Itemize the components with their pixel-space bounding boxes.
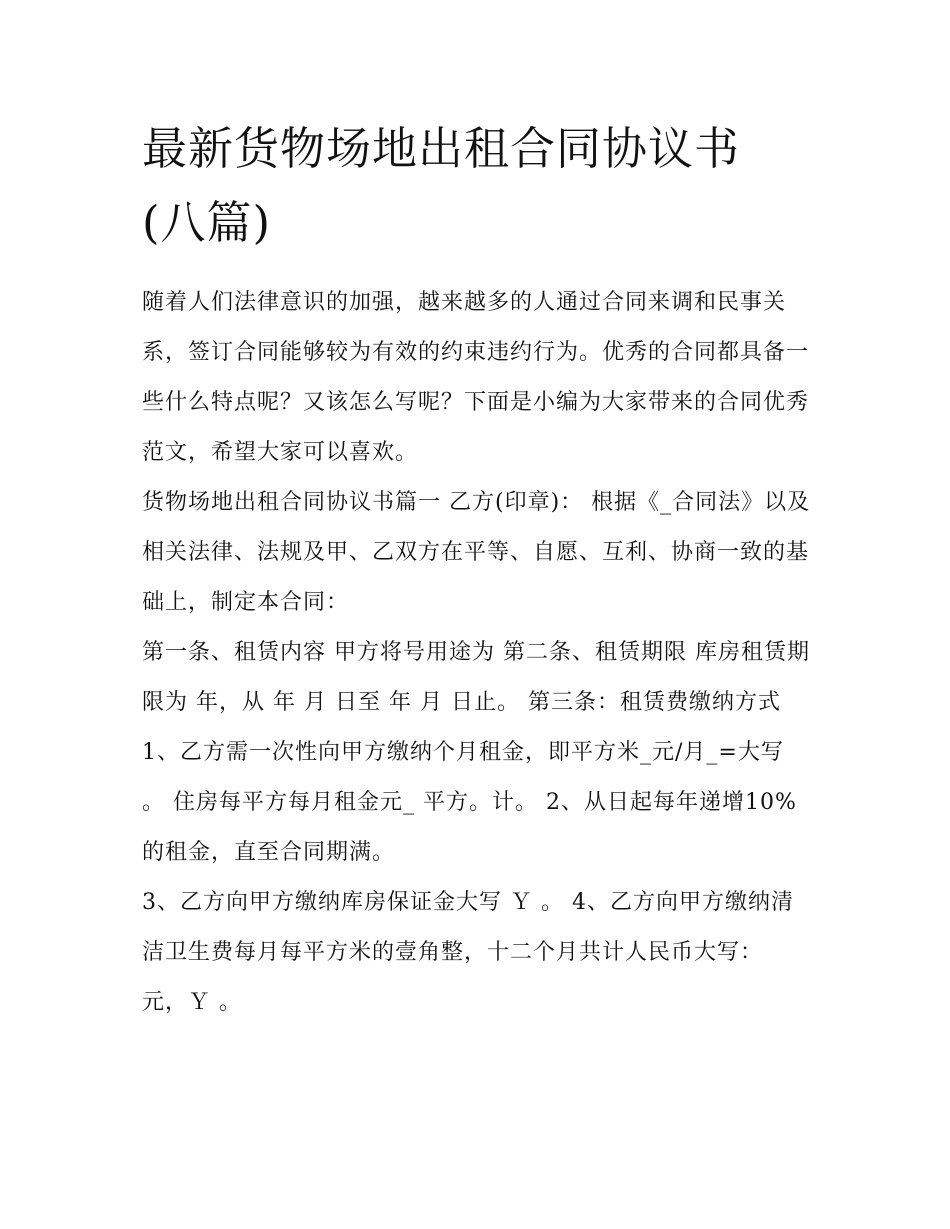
intro-paragraph: 随着人们法律意识的加强，越来越多的人通过合同来调和民事关系，签订合同能够较为有效的约束违约行为。优秀的合同都具备一些什么特点呢？又该怎么写呢？下面是小编为大家带来的合同优秀范文，希望大家可以喜欢。 [142,290,810,465]
document-body [142,112,814,1028]
title-line-2: (八篇) [142,196,272,249]
lease-terms-paragraph: 第一条、租赁内容 甲方将号用途为 第二条、租赁期限 库房租赁期限为 年，从 年 月 日至 年 月 日止。 第三条：租赁费缴纳方式 [142,640,810,715]
rent-payment-paragraph: 1、乙方需一次性向甲方缴纳个月租金，即平方米_元/月_=大写 。 住房每平方每月租金元_ 平方。计。 2、从日起每年递增10%的租金，直至合同期满。 [142,740,797,865]
title-line-1: 最新货物场地出租合同协议书 [142,122,741,175]
deposit-cleaning-fee-paragraph: 3、乙方向甲方缴纳库房保证金大写 Ｙ 。 4、乙方向甲方缴纳清洁卫生费每月每平方米的壹角整，十二个月共计人民币大写： 元，Ｙ 。 [142,890,794,1015]
contract-preamble-paragraph: 货物场地出租合同协议书篇一 乙方(印章)： 根据《_合同法》以及相关法律、法规及甲、乙双方在平等、自愿、互利、协商一致的基础上，制定本合同： [142,490,811,615]
document-title [142,112,814,260]
